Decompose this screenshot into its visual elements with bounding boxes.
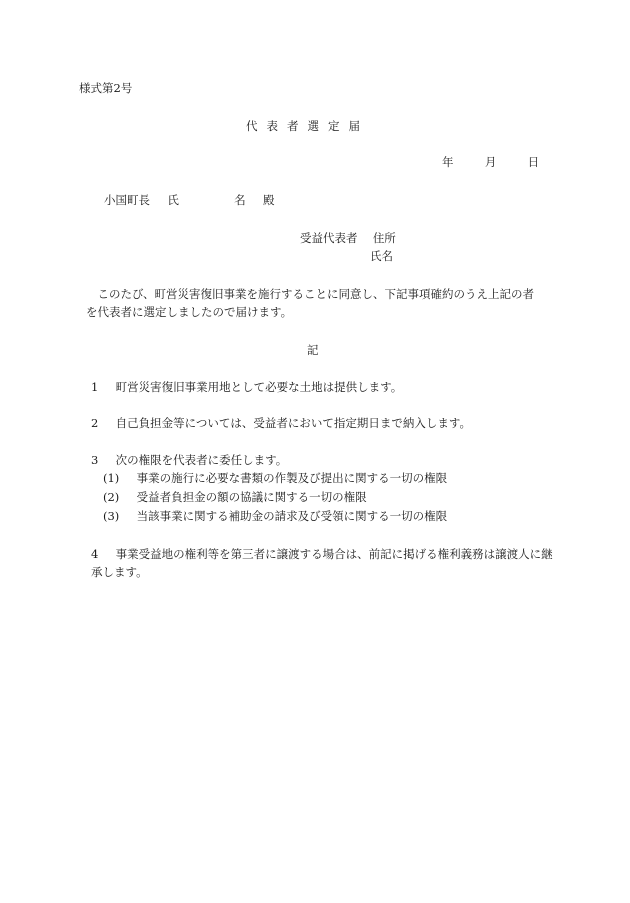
item-1	[91, 379, 402, 395]
addressee-mei: 名	[234, 193, 246, 207]
item-number: 2	[91, 416, 99, 430]
subitem-3	[103, 508, 447, 524]
item-text: 次の権限を代表者に委任します。	[115, 453, 288, 467]
date-month: 月	[484, 155, 497, 169]
form-number: 様式第2号	[79, 81, 133, 95]
item-text: 自己負担金等については、受益者において指定期日まで納入します。	[115, 416, 471, 430]
item-2	[91, 415, 471, 431]
representative-name: 氏名	[370, 249, 393, 263]
body-line-1: このたび、町営災害復旧事業を施行することに同意し、下記事項確約のうえ上記の者	[86, 287, 535, 301]
subitem-text: 受益者負担金の額の協議に関する一切の権限	[136, 490, 367, 504]
subitem-number: (2)	[103, 490, 120, 504]
subitem-1	[103, 470, 447, 486]
addressee-office: 小国町長	[104, 193, 150, 207]
document-title: 代表者選定届	[246, 119, 369, 133]
addressee-tono: 殿	[262, 193, 275, 207]
item-text: 町営災害復旧事業用地として必要な土地は提供します。	[115, 380, 403, 394]
subitem-text: 事業の施行に必要な書類の作製及び提出に関する一切の権限	[136, 471, 448, 485]
date-year: 年	[442, 155, 454, 169]
item-number: 4	[91, 547, 99, 561]
item-3	[91, 452, 287, 468]
item-number: 3	[91, 453, 99, 467]
item-4-continuation: 承します。	[91, 565, 148, 579]
body-line-2: を代表者に選定しましたので届けます。	[86, 305, 293, 319]
subitem-2	[103, 489, 367, 505]
subitem-number: (1)	[103, 471, 120, 485]
addressee-line	[104, 192, 274, 208]
representative-label: 受益代表者	[300, 231, 358, 245]
subitem-text: 当該事業に関する補助金の請求及び受領に関する一切の権限	[136, 509, 448, 523]
date-line	[442, 154, 539, 170]
item-number: 1	[91, 380, 99, 394]
representative-address: 住所	[372, 231, 396, 245]
item-4	[91, 546, 553, 562]
addressee-shi: 氏	[167, 193, 179, 207]
date-day: 日	[527, 155, 540, 169]
ki-heading: 記	[307, 343, 319, 357]
item-text: 事業受益地の権利等を第三者に譲渡する場合は、前記に掲げる権利義務は譲渡人に継	[115, 547, 553, 561]
subitem-number: (3)	[103, 509, 120, 523]
representative-address-line	[300, 230, 396, 246]
